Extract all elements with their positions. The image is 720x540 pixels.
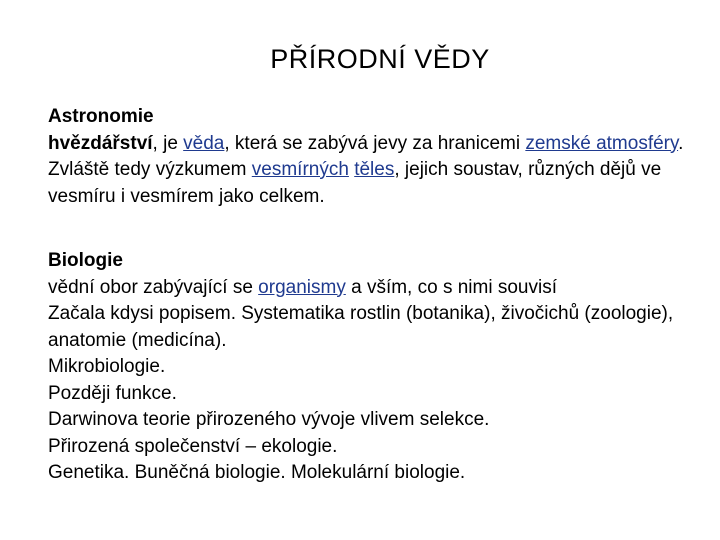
astronomy-text-3: . Zvláště tedy výzkumem bbox=[48, 132, 684, 180]
astronomy-text-1: , je bbox=[152, 132, 184, 154]
astronomy-term: hvězdářství bbox=[48, 132, 153, 154]
biology-text-pre: vědní obor zabývající se bbox=[48, 276, 259, 298]
biology-line-function: Později funkce. bbox=[48, 382, 177, 404]
astronomy-text-5: , jejich soustav, různých dějů ve vesmíru i vesmírem jako celkem. bbox=[48, 159, 662, 207]
biology-line-darwin: Darwinova teorie přirozeného vývoje vlivem selekce. bbox=[48, 409, 490, 430]
link-zemske-atmosfery[interactable]: zemské atmosféry bbox=[525, 132, 679, 154]
slide-title: PŘÍRODNÍ VĚDY bbox=[270, 44, 490, 74]
astronomy-text-2: , která se zabývá jevy za hranicemi bbox=[224, 132, 526, 154]
link-veda[interactable]: věda bbox=[183, 132, 225, 154]
biology-definition bbox=[48, 275, 716, 302]
astronomy-heading: Astronomie bbox=[48, 106, 154, 127]
link-teles[interactable]: těles bbox=[354, 159, 395, 180]
biology-line-genetics: Genetika. Buněčná biologie. Molekulární biologie. bbox=[48, 462, 466, 483]
biology-line-history: Začala kdysi popisem. Systematika rostlin (botanika), živočichů (zoologie), anatomie (medicína). bbox=[48, 303, 674, 351]
astronomy-paragraph bbox=[48, 131, 716, 211]
link-vesmirnych[interactable]: vesmírných bbox=[251, 159, 349, 180]
biology-heading: Biologie bbox=[48, 250, 123, 271]
slide-content bbox=[48, 104, 716, 487]
biology-line-microbiology: Mikrobiologie. bbox=[48, 356, 166, 377]
link-organismy[interactable]: organismy bbox=[258, 276, 346, 298]
biology-line-ecology: Přirozená společenství – ekologie. bbox=[48, 435, 338, 457]
biology-text-post: a vším, co s nimi souvisí bbox=[345, 276, 557, 298]
section-spacer bbox=[48, 210, 716, 248]
